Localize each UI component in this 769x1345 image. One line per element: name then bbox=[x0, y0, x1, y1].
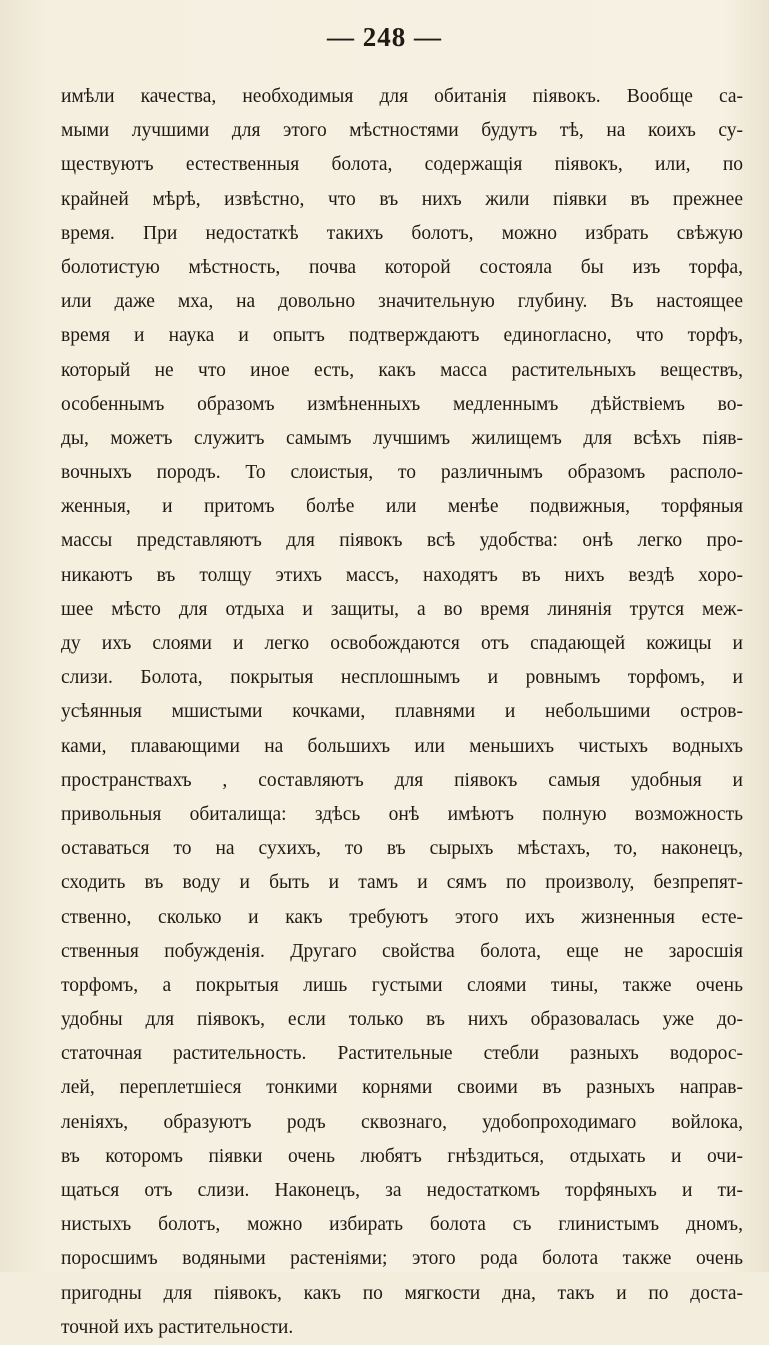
text-line: особеннымъ образомъ измѣненныхъ медленнымъ дѣйствіемъ во- bbox=[61, 393, 743, 415]
text-line: вочныхъ породъ. То слоистыя, то различнымъ образомъ располо- bbox=[61, 462, 743, 484]
text-line: привольныя обиталища: здѣсь онѣ имѣютъ полную возможность bbox=[61, 803, 743, 825]
text-line: никаютъ въ толщу этихъ массъ, находятъ въ нихъ вездѣ хоро- bbox=[61, 564, 743, 586]
text-line: лей, переплетшіеся тонкими корнями своими въ разныхъ направ- bbox=[61, 1077, 743, 1099]
text-line: пригодны для піявокъ, какъ по мягкости дна, такъ и по доста- bbox=[61, 1282, 743, 1304]
text-line: ками, плавающими на большихъ или меньшихъ чистыхъ водныхъ bbox=[61, 735, 743, 757]
page-number: — 248 — bbox=[327, 22, 442, 52]
text-line: который не что иное есть, какъ масса растительныхъ веществъ, bbox=[61, 359, 743, 381]
text-line: статочная растительность. Растительные стебли разныхъ водорос- bbox=[61, 1043, 743, 1065]
text-line: ду ихъ слоями и легко освобождаются отъ спадающей кожицы и bbox=[61, 633, 743, 654]
text-line: ды, можетъ служитъ самымъ лучшимъ жилищемъ для всѣхъ піяв- bbox=[61, 427, 743, 449]
text-line: пространствахъ , составляютъ для піявокъ самыя удобныя и bbox=[61, 769, 743, 791]
text-line: точной ихъ растительности. bbox=[61, 1316, 294, 1338]
text-line: торфомъ, а покрытыя лишь густыми слоями тины, также очень bbox=[61, 974, 743, 996]
text-line: удобны для піявокъ, если только въ нихъ образовалась уже до- bbox=[61, 1009, 743, 1031]
text-line: ществуютъ естественныя болота, содержащія піявокъ, или, по bbox=[61, 154, 743, 176]
text-line: имѣли качества, необходимыя для обитанія піявокъ. Вообще са- bbox=[61, 86, 743, 107]
text-line: ственныя побужденія. Другаго свойства болота, еще не заросшія bbox=[61, 940, 743, 962]
text-line: щаться отъ слизи. Наконецъ, за недостаткомъ торфяныхъ и ти- bbox=[61, 1180, 743, 1201]
text-line: шее мѣсто для отдыха и защиты, а во время линянія трутся меж- bbox=[61, 598, 743, 620]
text-line: женныя, и притомъ болѣе или менѣе подвижныя, торфяныя bbox=[61, 496, 743, 518]
text-line: сходить въ воду и быть и тамъ и сямъ по произволу, безпрепят- bbox=[61, 872, 743, 894]
text-line: массы представляютъ для піявокъ всѣ удобства: онѣ легко про- bbox=[61, 530, 743, 552]
text-line: леніяхъ, образуютъ родъ сквознаго, удобопроходимаго войлока, bbox=[61, 1111, 743, 1133]
text-line: болотистую мѣстность, почва которой состояла бы изъ торфа, bbox=[61, 256, 743, 278]
text-line: въ которомъ піявки очень любятъ гнѣздиться, отдыхать и очи- bbox=[61, 1145, 743, 1167]
text-line: поросшимъ водяными растеніями; этого рода болота также очень bbox=[61, 1248, 743, 1270]
body-text bbox=[61, 80, 743, 1345]
text-line: время. При недостаткѣ такихъ болотъ, можно избрать свѣжую bbox=[61, 222, 743, 244]
text-line: слизи. Болота, покрытыя несплошнымъ и ровнымъ торфомъ, и bbox=[61, 667, 743, 689]
text-line: или даже мха, на довольно значительную глубину. Въ настоящее bbox=[61, 291, 743, 313]
text-line: нистыхъ болотъ, можно избирать болота съ глинистымъ дномъ, bbox=[61, 1214, 743, 1236]
text-line: оставаться то на сухихъ, то въ сырыхъ мѣстахъ, то, наконецъ, bbox=[61, 838, 743, 860]
text-line: время и наука и опытъ подтверждаютъ единогласно, что торфъ, bbox=[61, 325, 743, 347]
text-line: мыми лучшими для этого мѣстностями будутъ тѣ, на коихъ су- bbox=[61, 120, 743, 142]
text-line: ственно, сколько и какъ требуютъ этого ихъ жизненныя есте- bbox=[61, 906, 743, 928]
text-line: крайней мѣрѣ, извѣстно, что въ нихъ жили піявки въ прежнее bbox=[61, 188, 743, 210]
text-line: усѣянныя мшистыми кочками, плавнями и небольшими остров- bbox=[61, 701, 743, 723]
